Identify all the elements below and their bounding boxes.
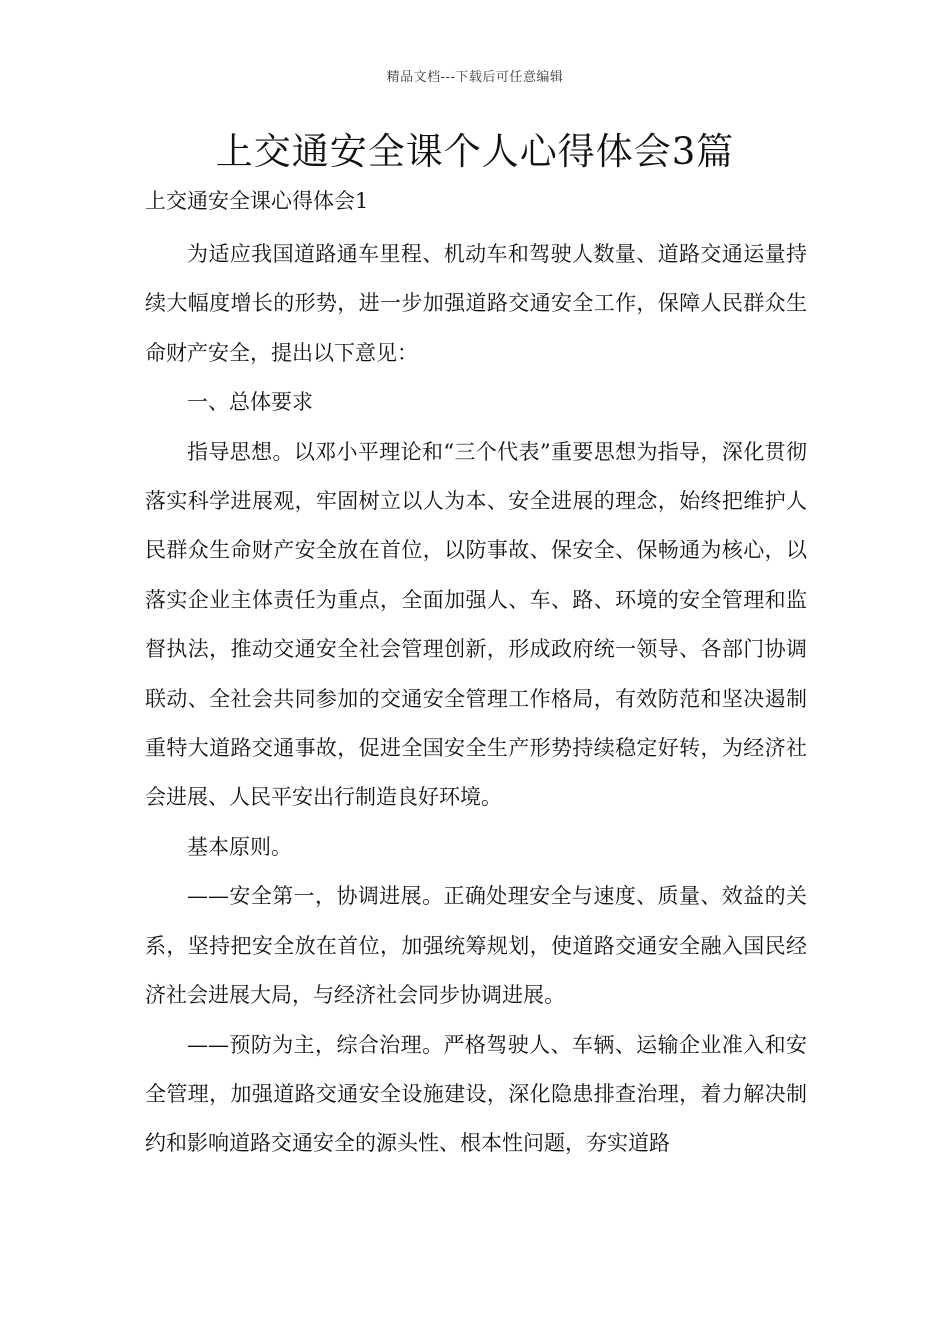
document-body bbox=[145, 230, 807, 1169]
paragraph-basic-principles: 基本原则。 bbox=[187, 834, 292, 859]
paragraph-guiding-ideology: 指导思想。以邓小平理论和“三个代表”重要思想为指导，深化贯彻落实科学进展观，牢固树立以人为本、安全进展的理念，始终把维护人民群众生命财产安全放在首位，以防事故、保安全、保畅通为核心，以落实企业主体责任为重点，全面加强人、车、路、环境的安全管理和监督执法，推动交通安全社会管理创新，形成政府统一领导、各部门协调联动、全社会共同参加的交通安全管理工作格局，有效防范和坚决遏制重特大道路交通事故，促进全国安全生产形势持续稳定好转，为经济社会进展、人民平安出行制造良好环境。 bbox=[145, 439, 807, 810]
paragraph-heading-general-requirements: 一、总体要求 bbox=[187, 390, 313, 415]
document-title: 上交通安全课个人心得体会3篇 bbox=[215, 130, 735, 173]
header-note: 精品文档---下载后可任意编辑 bbox=[386, 70, 564, 85]
section-heading: 上交通安全课心得体会1 bbox=[145, 189, 369, 213]
paragraph-prevention-first: ——预防为主，综合治理。严格驾驶人、车辆、运输企业准入和安全管理，加强道路交通安全设施建设，深化隐患排查治理，着力解决制约和影响道路交通安全的源头性、根本性问题，夯实道路 bbox=[145, 1032, 807, 1156]
paragraph-intro: 为适应我国道路通车里程、机动车和驾驶人数量、道路交通运量持续大幅度增长的形势，进一步加强道路交通安全工作，保障人民群众生命财产安全，提出以下意见： bbox=[145, 242, 807, 365]
paragraph-safety-first: ——安全第一，协调进展。正确处理安全与速度、质量、效益的关系，坚持把安全放在首位，加强统筹规划，使道路交通安全融入国民经济社会进展大局，与经济社会同步协调进展。 bbox=[145, 884, 807, 1008]
